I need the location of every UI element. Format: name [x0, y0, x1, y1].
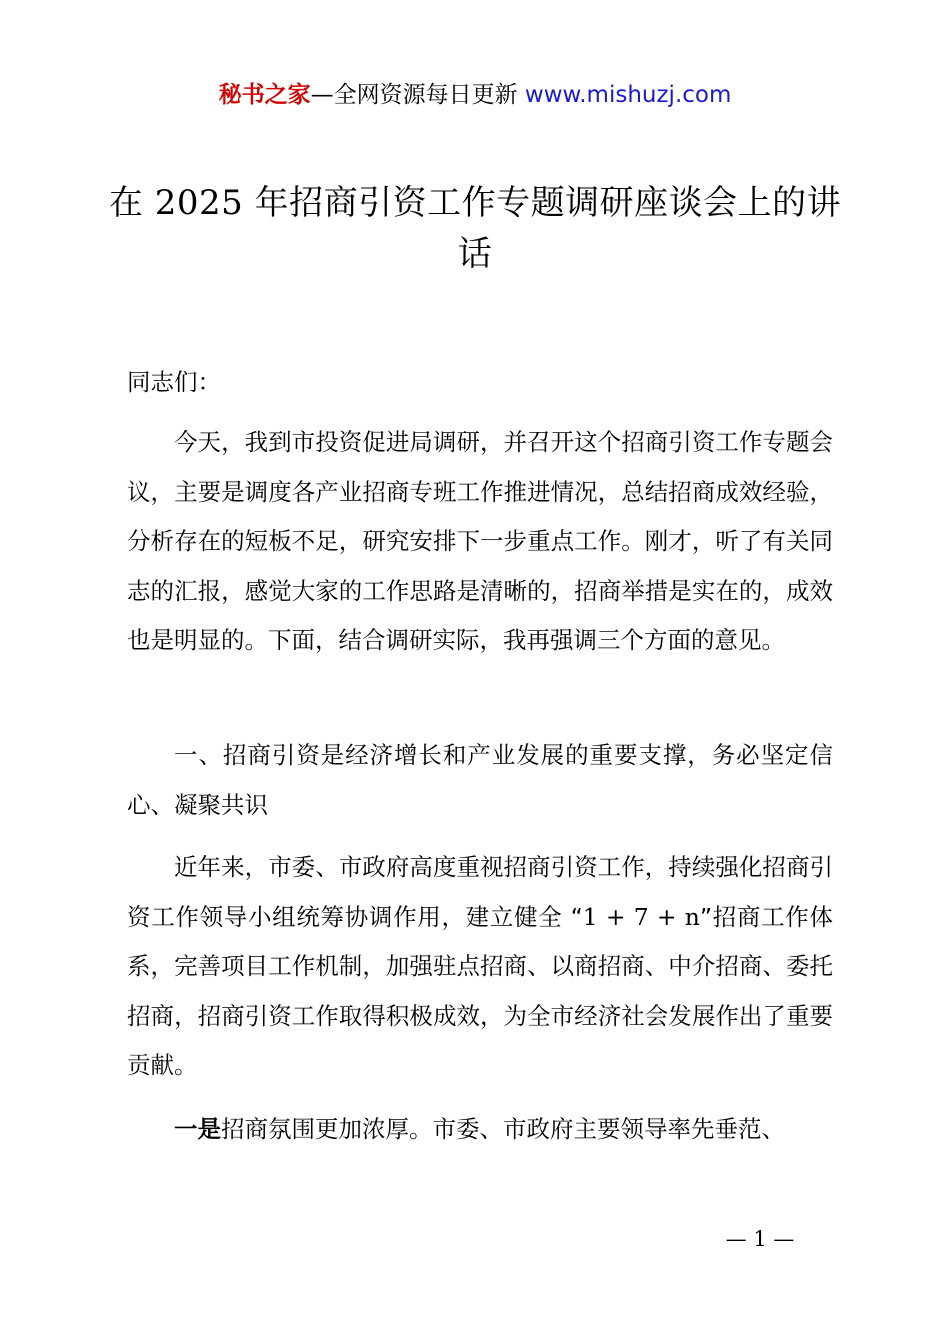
page-number: — 1 — [725, 1227, 795, 1251]
paragraph-text: 招商氛围更加浓厚。市委、市政府主要领导率先垂范、 [221, 1115, 785, 1143]
brand-name: 秘书之家 [218, 82, 311, 108]
site-header [0, 78, 950, 112]
document-title: 在 2025 年招商引资工作专题调研座谈会上的讲话 [108, 183, 842, 274]
header-slogan: —全网资源每日更新 [310, 82, 525, 108]
paragraph-text: ”招商工作体系，完善项目工作机制，加强驻点招商、以商招商、中介招商、委托招商，招商引资工作取得积极成效，为全市经济社会发展作出了重要贡献。 [127, 902, 833, 1079]
paragraph-point-one [127, 1105, 833, 1155]
section-heading-1: 一、招商引资是经济增长和产业发展的重要支撑，务必坚定信心、凝聚共识 [127, 741, 833, 819]
paragraph-text: 近年来，市委、市政府高度重视招商引资工作，持续强化招商引资工作领导小组统筹协调作用，建立健全 “ [127, 853, 833, 931]
paragraph-intro: 今天，我到市投资促进局调研，并召开这个招商引资工作专题会议，主要是调度各产业招商专班工作推进情况，总结招商成效经验，分析存在的短板不足，研究安排下一步重点工作。刚才，听了有关同志的汇报，感觉大家的工作思路是清晰的，招商举措是实在的，成效也是明显的。下面，结合调研实际，我再强调三个方面的意见。 [127, 428, 833, 654]
greeting: 同志们： [127, 368, 221, 396]
system-formula: 1 + 7 + n [582, 902, 700, 931]
site-url-link[interactable]: www.mishuzj.com [524, 82, 732, 108]
paragraph-achievements [127, 843, 833, 1091]
point-lead: 一是 [174, 1115, 221, 1143]
